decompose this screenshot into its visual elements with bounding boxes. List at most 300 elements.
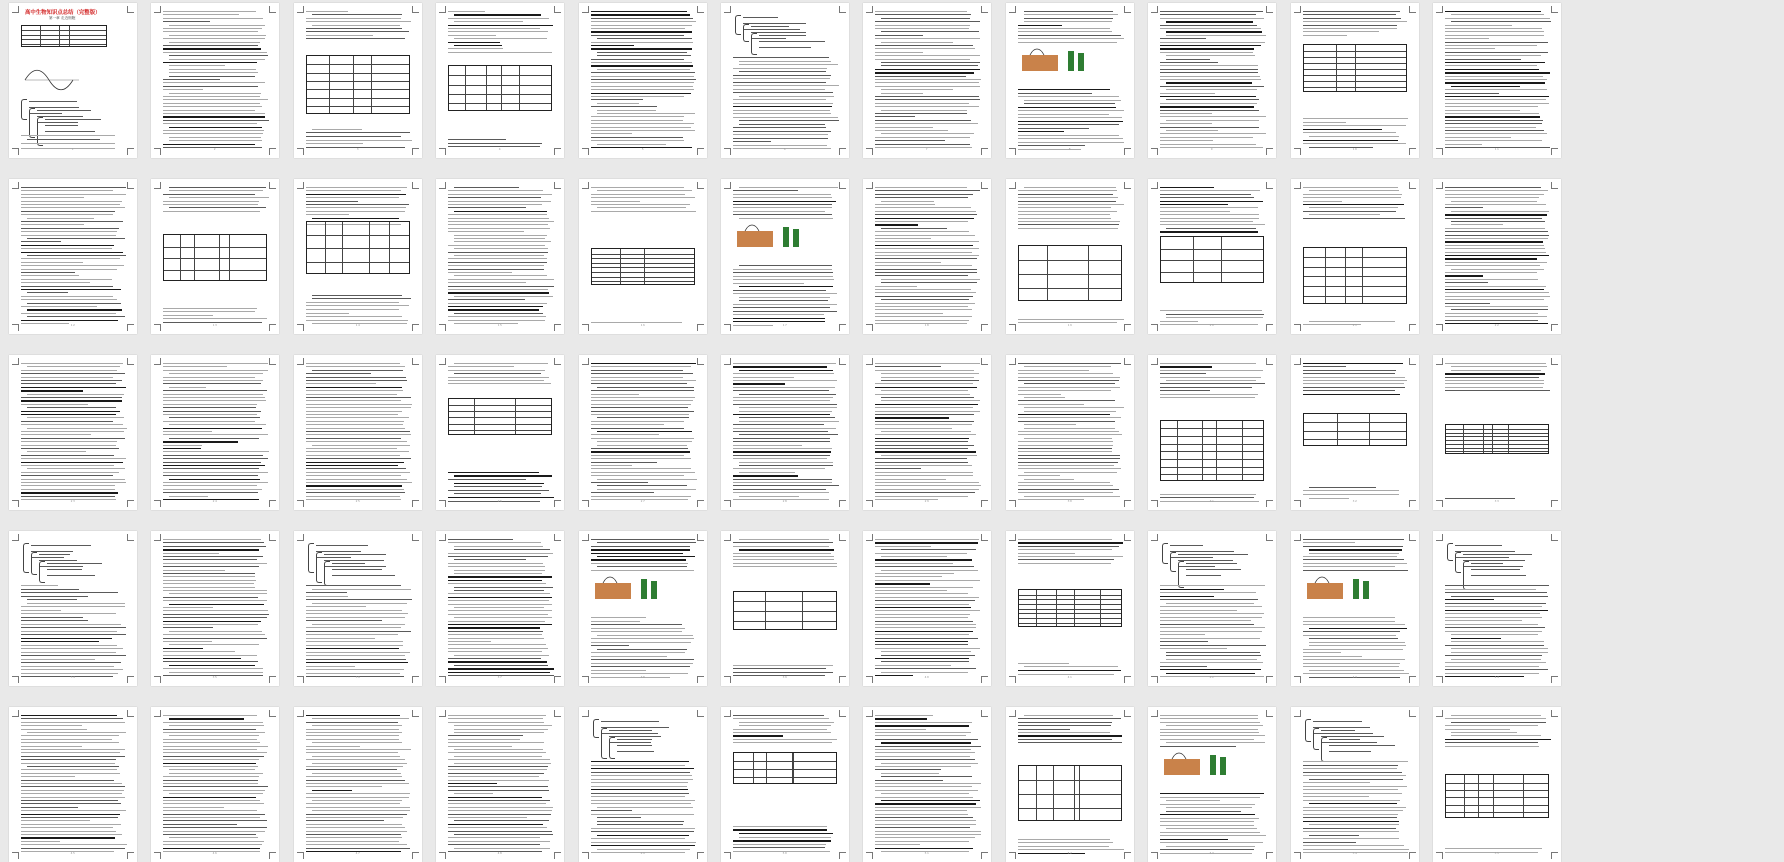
section-heading-line (163, 441, 238, 442)
diagram-label-line (1186, 569, 1241, 570)
text-line (1445, 231, 1548, 232)
table-row-rule (1019, 623, 1121, 624)
page-thumbnail[interactable] (1291, 355, 1419, 510)
page-thumbnail[interactable] (294, 355, 422, 510)
page-thumbnail[interactable] (1148, 707, 1276, 862)
text-line (1303, 18, 1401, 19)
section-heading-line (597, 431, 692, 432)
text-line (1445, 272, 1537, 273)
page-thumbnail[interactable] (1291, 531, 1419, 686)
page-thumbnail[interactable] (9, 531, 137, 686)
text-line (875, 197, 968, 198)
text-line (1160, 835, 1266, 836)
text-line (1445, 144, 1482, 145)
page-thumbnail[interactable] (1291, 707, 1419, 862)
text-line (739, 61, 831, 62)
page-number: 46 (212, 851, 218, 855)
table-row-rule (1304, 422, 1406, 423)
text-line (163, 614, 269, 615)
diagram-label-line (609, 742, 651, 743)
text-line (306, 448, 397, 449)
corner-crop-mark-icon (1124, 6, 1131, 13)
text-line (733, 131, 831, 132)
page-thumbnail[interactable] (294, 531, 422, 686)
section-heading-line (733, 475, 798, 476)
page-thumbnail[interactable] (579, 531, 707, 686)
page-thumbnail[interactable] (579, 707, 707, 862)
text-line (448, 786, 548, 787)
page-thumbnail[interactable] (721, 531, 849, 686)
text-line (1451, 596, 1548, 597)
text-line (21, 797, 125, 798)
text-line (169, 59, 265, 60)
text-line (454, 729, 548, 730)
page-thumbnail[interactable] (294, 707, 422, 862)
text-line (448, 303, 547, 304)
corner-crop-mark-icon (697, 710, 704, 717)
text-line (21, 313, 116, 314)
text-line (875, 394, 970, 395)
text-line (1018, 462, 1118, 463)
table-row-rule (1019, 618, 1121, 619)
page-thumbnail[interactable] (721, 355, 849, 510)
text-line (163, 110, 255, 111)
text-line (163, 52, 267, 53)
page-thumbnail[interactable] (1148, 531, 1276, 686)
page-thumbnail[interactable] (151, 707, 279, 862)
text-line (1445, 606, 1542, 607)
text-line (163, 580, 256, 581)
text-line (306, 807, 410, 808)
text-line (1018, 197, 1118, 198)
text-line (1018, 839, 1110, 840)
text-line (1303, 793, 1402, 794)
diagram-label-line (37, 116, 83, 117)
corner-crop-mark-icon (1294, 710, 1301, 717)
text-line (1160, 11, 1263, 12)
text-line (1160, 804, 1255, 805)
text-line (1445, 31, 1544, 32)
page-thumbnail[interactable] (579, 355, 707, 510)
section-heading-line (591, 845, 695, 846)
text-line (1445, 252, 1546, 253)
text-line (733, 458, 827, 459)
table-column-rule (1053, 766, 1054, 820)
diagram-label-line (1329, 745, 1395, 746)
text-line (1024, 715, 1113, 716)
text-line (591, 546, 690, 547)
page-thumbnail[interactable] (721, 179, 849, 334)
text-line (591, 617, 646, 618)
text-line (306, 496, 400, 497)
section-heading-line (1018, 670, 1121, 671)
text-line (1309, 824, 1399, 825)
text-line (163, 827, 267, 828)
text-line (1451, 201, 1537, 202)
page-table (306, 55, 410, 114)
page-thumbnail[interactable] (9, 707, 137, 862)
page-number: 28 (782, 499, 788, 503)
page-number: 17 (782, 323, 788, 327)
section-heading-line (875, 583, 930, 584)
diagram-label-line (1321, 742, 1377, 743)
page-thumbnail[interactable] (1006, 531, 1134, 686)
text-line (163, 123, 257, 124)
diagram-label-line (332, 575, 395, 576)
text-line (1018, 458, 1120, 459)
text-line (875, 194, 973, 195)
section-heading-line (875, 607, 971, 608)
text-line (454, 363, 548, 364)
text-line (306, 722, 398, 723)
text-line (591, 89, 694, 90)
text-line (454, 21, 523, 22)
text-line (448, 221, 554, 222)
text-line (27, 238, 125, 239)
text-line (163, 668, 263, 669)
text-line (875, 786, 972, 787)
page-number: 19 (1067, 323, 1073, 327)
brace-diagram (39, 561, 45, 583)
text-line (1166, 35, 1266, 36)
corner-crop-mark-icon (154, 358, 161, 365)
text-line (1018, 489, 1119, 490)
text-line (1445, 624, 1538, 625)
text-line (306, 373, 371, 374)
text-line (448, 651, 542, 652)
text-line (169, 187, 266, 188)
page-thumbnail[interactable] (1291, 3, 1419, 158)
corner-crop-mark-icon (269, 534, 276, 541)
text-line (875, 411, 980, 412)
table-row-rule (1304, 286, 1406, 287)
diagram-label-line (1455, 551, 1515, 552)
page-thumbnail[interactable] (721, 3, 849, 158)
text-line (21, 448, 119, 449)
table-column-rule (1177, 421, 1178, 480)
page-thumbnail[interactable] (863, 355, 991, 510)
text-line (875, 120, 971, 121)
page-thumbnail[interactable] (1148, 3, 1276, 158)
section-heading-line (591, 48, 692, 49)
text-line (591, 35, 684, 36)
text-line (448, 18, 549, 19)
text-line (591, 127, 691, 128)
section-heading-line (163, 465, 265, 466)
text-line (1451, 652, 1548, 653)
text-line (1018, 142, 1124, 143)
text-line (875, 76, 966, 77)
section-heading-line (21, 289, 121, 290)
page-thumbnail[interactable] (1291, 179, 1419, 334)
text-line (881, 282, 977, 283)
text-line (1166, 811, 1241, 812)
text-line (306, 458, 411, 459)
text-line (21, 759, 116, 760)
text-line (1303, 380, 1407, 381)
section-heading-line (1445, 69, 1539, 70)
corner-crop-mark-icon (981, 6, 988, 13)
text-line (306, 592, 347, 593)
text-line (454, 570, 545, 571)
text-line (163, 201, 259, 202)
text-line (1018, 539, 1112, 540)
text-line (312, 603, 407, 604)
text-line (733, 428, 836, 429)
text-line (1160, 825, 1254, 826)
corner-crop-mark-icon (839, 6, 846, 13)
section-heading-line (1160, 231, 1258, 232)
text-line (733, 377, 794, 378)
text-line (448, 190, 543, 191)
text-line (1166, 828, 1257, 829)
text-line (733, 99, 826, 100)
corner-crop-mark-icon (1009, 358, 1016, 365)
text-line (21, 834, 122, 835)
page-number: 13 (212, 323, 218, 327)
text-line (27, 394, 124, 395)
text-line (733, 363, 836, 364)
text-line (881, 397, 974, 398)
table-row-rule (22, 30, 106, 31)
text-line (1445, 303, 1490, 304)
text-line (21, 817, 118, 818)
text-line (1160, 818, 1259, 819)
text-line (591, 394, 639, 395)
table-row-rule (1019, 604, 1121, 605)
table-column-rule (1036, 766, 1037, 820)
text-line (1303, 542, 1355, 543)
text-line (881, 18, 970, 19)
page-thumbnail[interactable] (1433, 531, 1561, 686)
diagram-label-line (1471, 569, 1520, 570)
text-line (875, 441, 968, 442)
text-line (21, 606, 125, 607)
text-line (597, 387, 694, 388)
text-line (875, 313, 943, 314)
page-thumbnail[interactable] (1006, 707, 1134, 862)
text-line (163, 120, 269, 121)
diagram-label-line (1463, 560, 1525, 561)
text-line (1160, 42, 1265, 43)
page-table (1018, 765, 1122, 821)
text-line (21, 773, 120, 774)
page-thumbnail[interactable] (436, 355, 564, 510)
text-line (454, 549, 550, 550)
corner-crop-mark-icon (1551, 534, 1558, 541)
table-row-rule (307, 106, 409, 107)
text-line (875, 621, 973, 622)
text-line (21, 824, 121, 825)
page-thumbnail[interactable] (863, 3, 991, 158)
text-line (733, 197, 832, 198)
table-column-rule (1492, 425, 1493, 453)
diagram-label-line (45, 119, 101, 120)
text-line (1303, 810, 1403, 811)
text-line (1445, 729, 1510, 730)
text-line (306, 434, 411, 435)
text-line (448, 490, 549, 491)
text-line (169, 197, 269, 198)
page-thumbnail[interactable] (1433, 3, 1561, 158)
text-line (163, 831, 265, 832)
text-line (306, 769, 397, 770)
section-heading-line (875, 803, 976, 804)
text-line (21, 306, 97, 307)
section-heading-line (21, 390, 83, 391)
text-line (163, 397, 265, 398)
text-line (169, 644, 259, 645)
page-thumbnail[interactable] (1148, 355, 1276, 510)
page-thumbnail[interactable] (151, 531, 279, 686)
text-line (21, 424, 123, 425)
page-thumbnail[interactable] (1006, 3, 1134, 158)
text-line (163, 113, 265, 114)
section-heading-line (169, 479, 260, 480)
page-table (163, 234, 267, 282)
page-number: 37 (497, 675, 503, 679)
page-thumbnail[interactable] (9, 179, 137, 334)
corner-crop-mark-icon (12, 710, 19, 717)
page-thumbnail[interactable] (294, 179, 422, 334)
text-line (875, 844, 920, 845)
text-line (448, 600, 549, 601)
text-line (163, 106, 262, 107)
text-line (591, 800, 695, 801)
page-number: 23 (70, 499, 76, 503)
page-thumbnail[interactable] (9, 3, 137, 158)
page-thumbnail[interactable] (1433, 179, 1561, 334)
page-thumbnail[interactable] (1433, 707, 1561, 862)
corner-crop-mark-icon (127, 182, 134, 189)
page-thumbnail[interactable] (436, 531, 564, 686)
page-thumbnail[interactable] (151, 355, 279, 510)
page-thumbnail[interactable] (9, 355, 137, 510)
corner-crop-mark-icon (981, 358, 988, 365)
page-thumbnail[interactable] (863, 179, 991, 334)
text-line (1309, 779, 1403, 780)
text-line (875, 597, 979, 598)
page-table (1160, 420, 1264, 481)
page-thumbnail[interactable] (1433, 355, 1561, 510)
text-line (306, 634, 398, 635)
section-heading-line (1018, 735, 1122, 736)
diagram-label-line (1463, 566, 1523, 567)
text-line (1024, 472, 1117, 473)
text-line (1445, 42, 1548, 43)
text-line (733, 145, 827, 146)
section-heading-line (1160, 48, 1254, 49)
text-line (875, 759, 975, 760)
text-line (875, 383, 973, 384)
text-line (448, 718, 543, 719)
corner-crop-mark-icon (297, 6, 304, 13)
text-line (875, 783, 981, 784)
text-line (1303, 652, 1341, 653)
text-line (739, 71, 826, 72)
table-row-rule (734, 601, 836, 602)
page-thumbnail[interactable] (151, 179, 279, 334)
page-thumbnail[interactable] (721, 707, 849, 862)
text-line (1018, 718, 1121, 719)
table-row-rule (1304, 257, 1406, 258)
table-row-rule (734, 611, 836, 612)
corner-crop-mark-icon (866, 534, 873, 541)
page-thumbnail[interactable] (863, 707, 991, 862)
page-number: 54 (1352, 851, 1358, 855)
page-thumbnail[interactable] (294, 3, 422, 158)
text-line (881, 380, 979, 381)
page-number: 44 (1494, 675, 1500, 679)
text-line (21, 465, 114, 466)
text-line (448, 194, 552, 195)
text-line (1303, 539, 1404, 540)
text-line (163, 739, 257, 740)
text-line (21, 262, 83, 263)
text-line (306, 599, 412, 600)
text-line (1166, 742, 1265, 743)
page-thumbnail[interactable] (436, 179, 564, 334)
page-thumbnail[interactable] (436, 3, 564, 158)
text-line (875, 96, 979, 97)
page-number: 24 (212, 499, 218, 503)
page-thumbnail[interactable] (579, 3, 707, 158)
text-line (1018, 190, 1117, 191)
text-line (163, 89, 203, 90)
text-line (1451, 14, 1544, 15)
text-line (875, 434, 976, 435)
text-line (875, 468, 921, 469)
text-line (1166, 314, 1264, 315)
page-table (1445, 424, 1549, 454)
page-thumbnail[interactable] (1006, 179, 1134, 334)
text-line (875, 648, 980, 649)
page-thumbnail[interactable] (151, 3, 279, 158)
text-line (597, 817, 641, 818)
section-heading-line (306, 194, 406, 195)
text-line (1445, 296, 1550, 297)
text-line (1160, 797, 1260, 798)
section-heading-line (454, 14, 541, 15)
page-thumbnail[interactable] (863, 531, 991, 686)
text-line (1160, 224, 1265, 225)
section-heading-line (739, 370, 833, 371)
text-line (27, 599, 77, 600)
text-line (163, 546, 266, 547)
corner-crop-mark-icon (439, 534, 446, 541)
text-line (1445, 52, 1548, 53)
text-line (597, 52, 687, 53)
text-line (306, 492, 405, 493)
text-line (163, 99, 268, 100)
text-line (881, 400, 980, 401)
diagram-label-line (29, 101, 77, 102)
corner-crop-mark-icon (412, 710, 419, 717)
page-thumbnail[interactable] (579, 179, 707, 334)
table-row-rule (1019, 274, 1121, 275)
page-thumbnail[interactable] (1006, 355, 1134, 510)
text-line (733, 431, 828, 432)
table-column-rule (325, 222, 326, 273)
text-line (448, 224, 548, 225)
text-line (306, 585, 401, 586)
section-heading-line (591, 45, 634, 46)
text-line (733, 272, 833, 273)
page-thumbnail[interactable] (436, 707, 564, 862)
page-thumbnail[interactable] (1148, 179, 1276, 334)
text-line (448, 641, 491, 642)
text-line (1303, 796, 1369, 797)
